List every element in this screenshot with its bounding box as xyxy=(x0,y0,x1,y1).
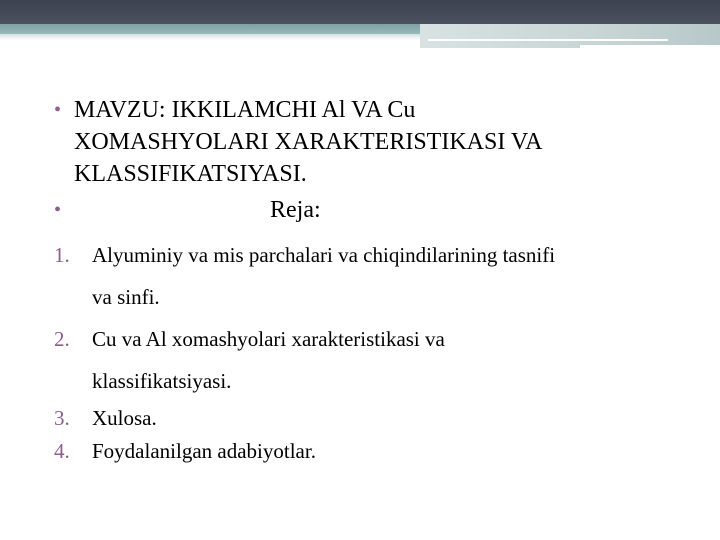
plan-number: 4. xyxy=(54,439,70,463)
title-bullet xyxy=(54,94,694,190)
plan-item-text: klassifikatsiyasi. xyxy=(92,369,232,393)
plan-item-4 xyxy=(54,435,694,468)
plan-item-text: Foydalanilgan adabiyotlar. xyxy=(92,439,316,463)
plan-number: 2. xyxy=(54,327,70,351)
plan-item-text: Cu va Al xomashyolari xarakteristikasi va xyxy=(92,327,445,351)
plan-item-text: va sinfi. xyxy=(92,285,160,309)
header-accent-line xyxy=(428,39,668,41)
reja-heading: Reja: xyxy=(270,197,321,223)
plan-number: 3. xyxy=(54,406,70,430)
slide-content xyxy=(54,94,694,468)
bullet-icon: • xyxy=(54,199,62,221)
plan-item-text: Alyuminiy va mis parchalari va chiqindilarining tasnifi xyxy=(92,243,556,267)
plan-item-text: Xulosa. xyxy=(92,406,157,430)
header-accent-line-2 xyxy=(580,45,720,48)
title-line-3: KLASSIFIKATSIYASI. xyxy=(74,161,307,187)
title-line-1: MAVZU: IKKILAMCHI Al VA Cu xyxy=(74,97,416,123)
plan-number: 1. xyxy=(54,243,70,267)
plan-item-2 xyxy=(54,318,694,402)
plan-item-1 xyxy=(54,234,694,318)
title-line-2: XOMASHYOLARI XARAKTERISTIKASI VA xyxy=(74,129,543,155)
reja-bullet xyxy=(54,194,694,226)
bullet-icon: • xyxy=(54,99,62,121)
plan-item-3 xyxy=(54,402,694,435)
plan-list xyxy=(54,234,694,468)
header-dark-bar xyxy=(0,0,720,24)
